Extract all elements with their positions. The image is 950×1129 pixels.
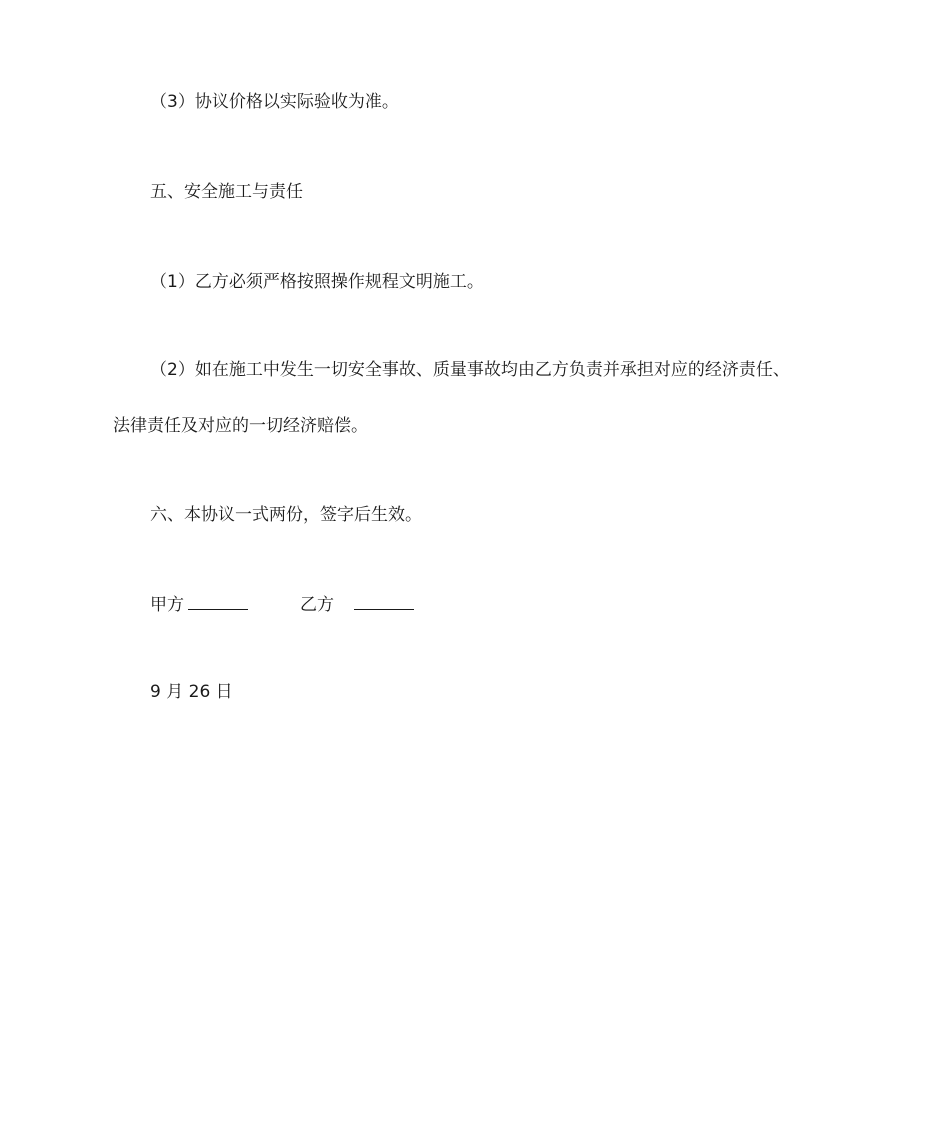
party-a-label: 甲方 [150, 595, 184, 615]
section-6-copies: 六、本协议一式两份，签字后生效。 [150, 505, 422, 525]
document-date: 9 月 26 日 [150, 682, 233, 702]
section-5-heading: 五、安全施工与责任 [150, 182, 303, 202]
party-b-signature-line [354, 591, 414, 610]
clause-3-price: （3）协议价格以实际验收为准。 [150, 92, 399, 112]
party-a-signature-line [188, 591, 248, 610]
clause-2-liability-line2: 法律责任及对应的一切经济赔偿。 [113, 416, 368, 436]
party-b-label: 乙方 [300, 595, 334, 615]
signature-row [150, 591, 414, 617]
clause-2-liability-line1: （2）如在施工中发生一切安全事故、质量事故均由乙方负责并承担对应的经济责任、 [150, 360, 790, 380]
clause-1-safety: （1）乙方必须严格按照操作规程文明施工。 [150, 272, 484, 292]
